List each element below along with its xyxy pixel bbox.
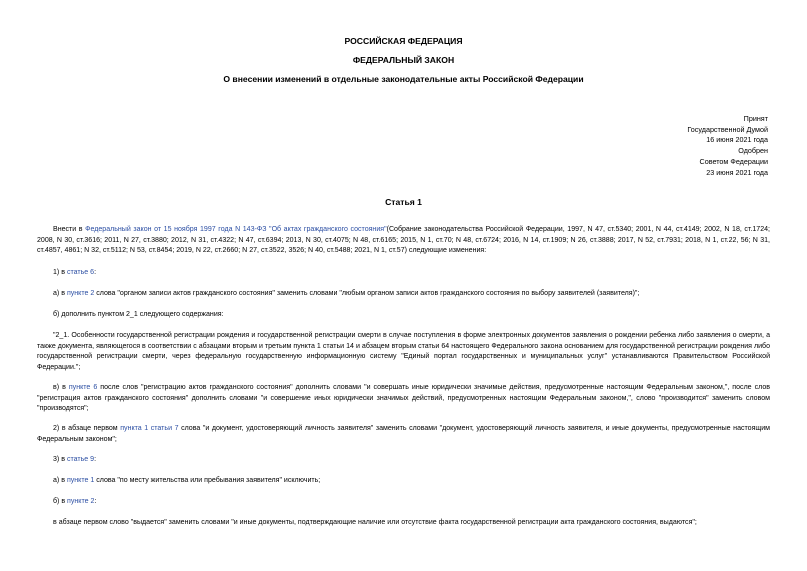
text-span: :	[94, 456, 97, 463]
item-3b-sub: в абзаце первом слово "выдается" заменить словами "и иные документы, подтверждающие наличие или отсутствие факта государственной регистрации акта гражданского состояния, выдаются";	[53, 519, 697, 526]
clause-2-1-text: "2_1. Особенности государственной регистрации рождения и государственной регистрации смерти в случае поступления в форме электронных документов заявления о рождении ребенка либо заявления о смерти, а также документа, являющегося в соответствии с абзацами вторым и третьим пункта 1 статьи 14 и абзацем вторым статьи 64 настоящего Федерального закона основанием для государственной регистрации рождения либо государственной регистрации смерти, через федеральную государственную информационную систему "Единый портал государственных и муниципальных услуг" устанавливаются Правительством Российской Федерации.";	[37, 332, 770, 372]
text-span: :	[94, 269, 97, 276]
adoption-line: Государственной Думой	[687, 124, 768, 134]
law-link[interactable]: Федеральный закон от 15 ноября 1997 года N 143-ФЗ "Об актах гражданского состояния"	[85, 226, 387, 233]
text-span: 3) в	[53, 456, 67, 463]
article-6-link[interactable]: статье 6	[66, 269, 95, 276]
article-title: Статья 1	[385, 197, 422, 207]
text-span: слова "органом записи актов гражданского состояния" заменить словами "любым органом записи актов гражданского состояния по выбору заявителей (заявителя)";	[94, 290, 640, 297]
adoption-line: 16 июня 2021 года	[706, 135, 768, 145]
country-heading: РОССИЙСКАЯ ФЕДЕРАЦИЯ	[344, 36, 463, 46]
text-span: 1) в	[53, 269, 67, 276]
clause-2-link-b[interactable]: пункте 2	[67, 498, 95, 505]
item-3a	[37, 476, 770, 487]
text-span: а) в	[53, 477, 67, 484]
article-9-link[interactable]: статье 9	[66, 456, 95, 463]
article-7-link[interactable]: пункта 1 статьи 7	[120, 425, 179, 432]
law-title: О внесении изменений в отдельные законодательные акты Российской Федерации	[223, 74, 584, 84]
text-span: б) в	[53, 498, 68, 505]
item-3b	[37, 497, 770, 508]
clause-6-link[interactable]: пункте 6	[68, 384, 98, 391]
adoption-line: Принят	[743, 114, 768, 123]
text-span: слова "по месту жительства или пребывания заявителя" исключить;	[94, 477, 321, 484]
text-span: 2) в абзаце первом	[53, 425, 121, 432]
text-span: а) в	[53, 290, 67, 297]
text-span: (Собрание законодательства Российской Федерации, 1997, N 47, ст.5340; 2001, N 44, ст.4149; 2002, N 18, ст.1724; 2008, N 30, ст.3616; 2011, N 27, ст.3880; 2012, N 31, ст.4322; N 47, ст.6394; 2013, N 30, ст.4075; N 48, ст.6165; 2015, N 1, ст.70; N 48, ст.6724; 2016, N 14, ст.1909; N 26, ст.3888; 2017, N 52, ст.7931; 2018, N 1, ст.22, 56; N 31, ст.4857, 4861; N 32, ст.5112; N 53, ст.8454; 2019, N 22, ст.2660; N 27, ст.3522, 3526; N 40, ст.5488; 2021, N 1, ст.57) следующие изменения:	[37, 226, 770, 255]
item-1	[37, 268, 770, 279]
text-span: :	[94, 498, 97, 505]
clause-1-link[interactable]: пункте 1	[66, 477, 95, 484]
adoption-line: 23 июня 2021 года	[706, 167, 768, 177]
adoption-line: Одобрен	[738, 146, 768, 156]
item-1a	[37, 289, 770, 300]
item-1c	[37, 383, 770, 415]
adoption-info	[687, 114, 768, 178]
item-1b: б) дополнить пунктом 2_1 следующего содержания:	[53, 311, 224, 318]
paragraph-intro	[37, 225, 770, 257]
item-3	[37, 455, 770, 466]
text-span: слова "и документ, удостоверяющий личность заявителя" заменить словами "документ, удостоверяющий личность заявителя, и иные документы, предусмотренные настоящим Федеральным законом";	[37, 425, 770, 443]
adoption-line: Советом Федерации	[699, 156, 768, 166]
text-span: после слов "регистрацию актов гражданского состояния" дополнить словами "и совершать иные юридически значимые действия, предусмотренные настоящим Федеральным законом,", после слов "регистрация актов гражданского состояния" дополнить словами "и совершение иных юридически значимых действий, предусмотренных настоящим Федеральным законом,", слово "производится" заменить словом "производятся";	[37, 384, 770, 413]
item-2	[37, 424, 770, 445]
clause-2-link[interactable]: пункте 2	[66, 290, 95, 297]
text-span: в) в	[53, 384, 69, 391]
law-type-heading: ФЕДЕРАЛЬНЫЙ ЗАКОН	[352, 55, 455, 65]
text-span: Внести в	[53, 226, 86, 233]
